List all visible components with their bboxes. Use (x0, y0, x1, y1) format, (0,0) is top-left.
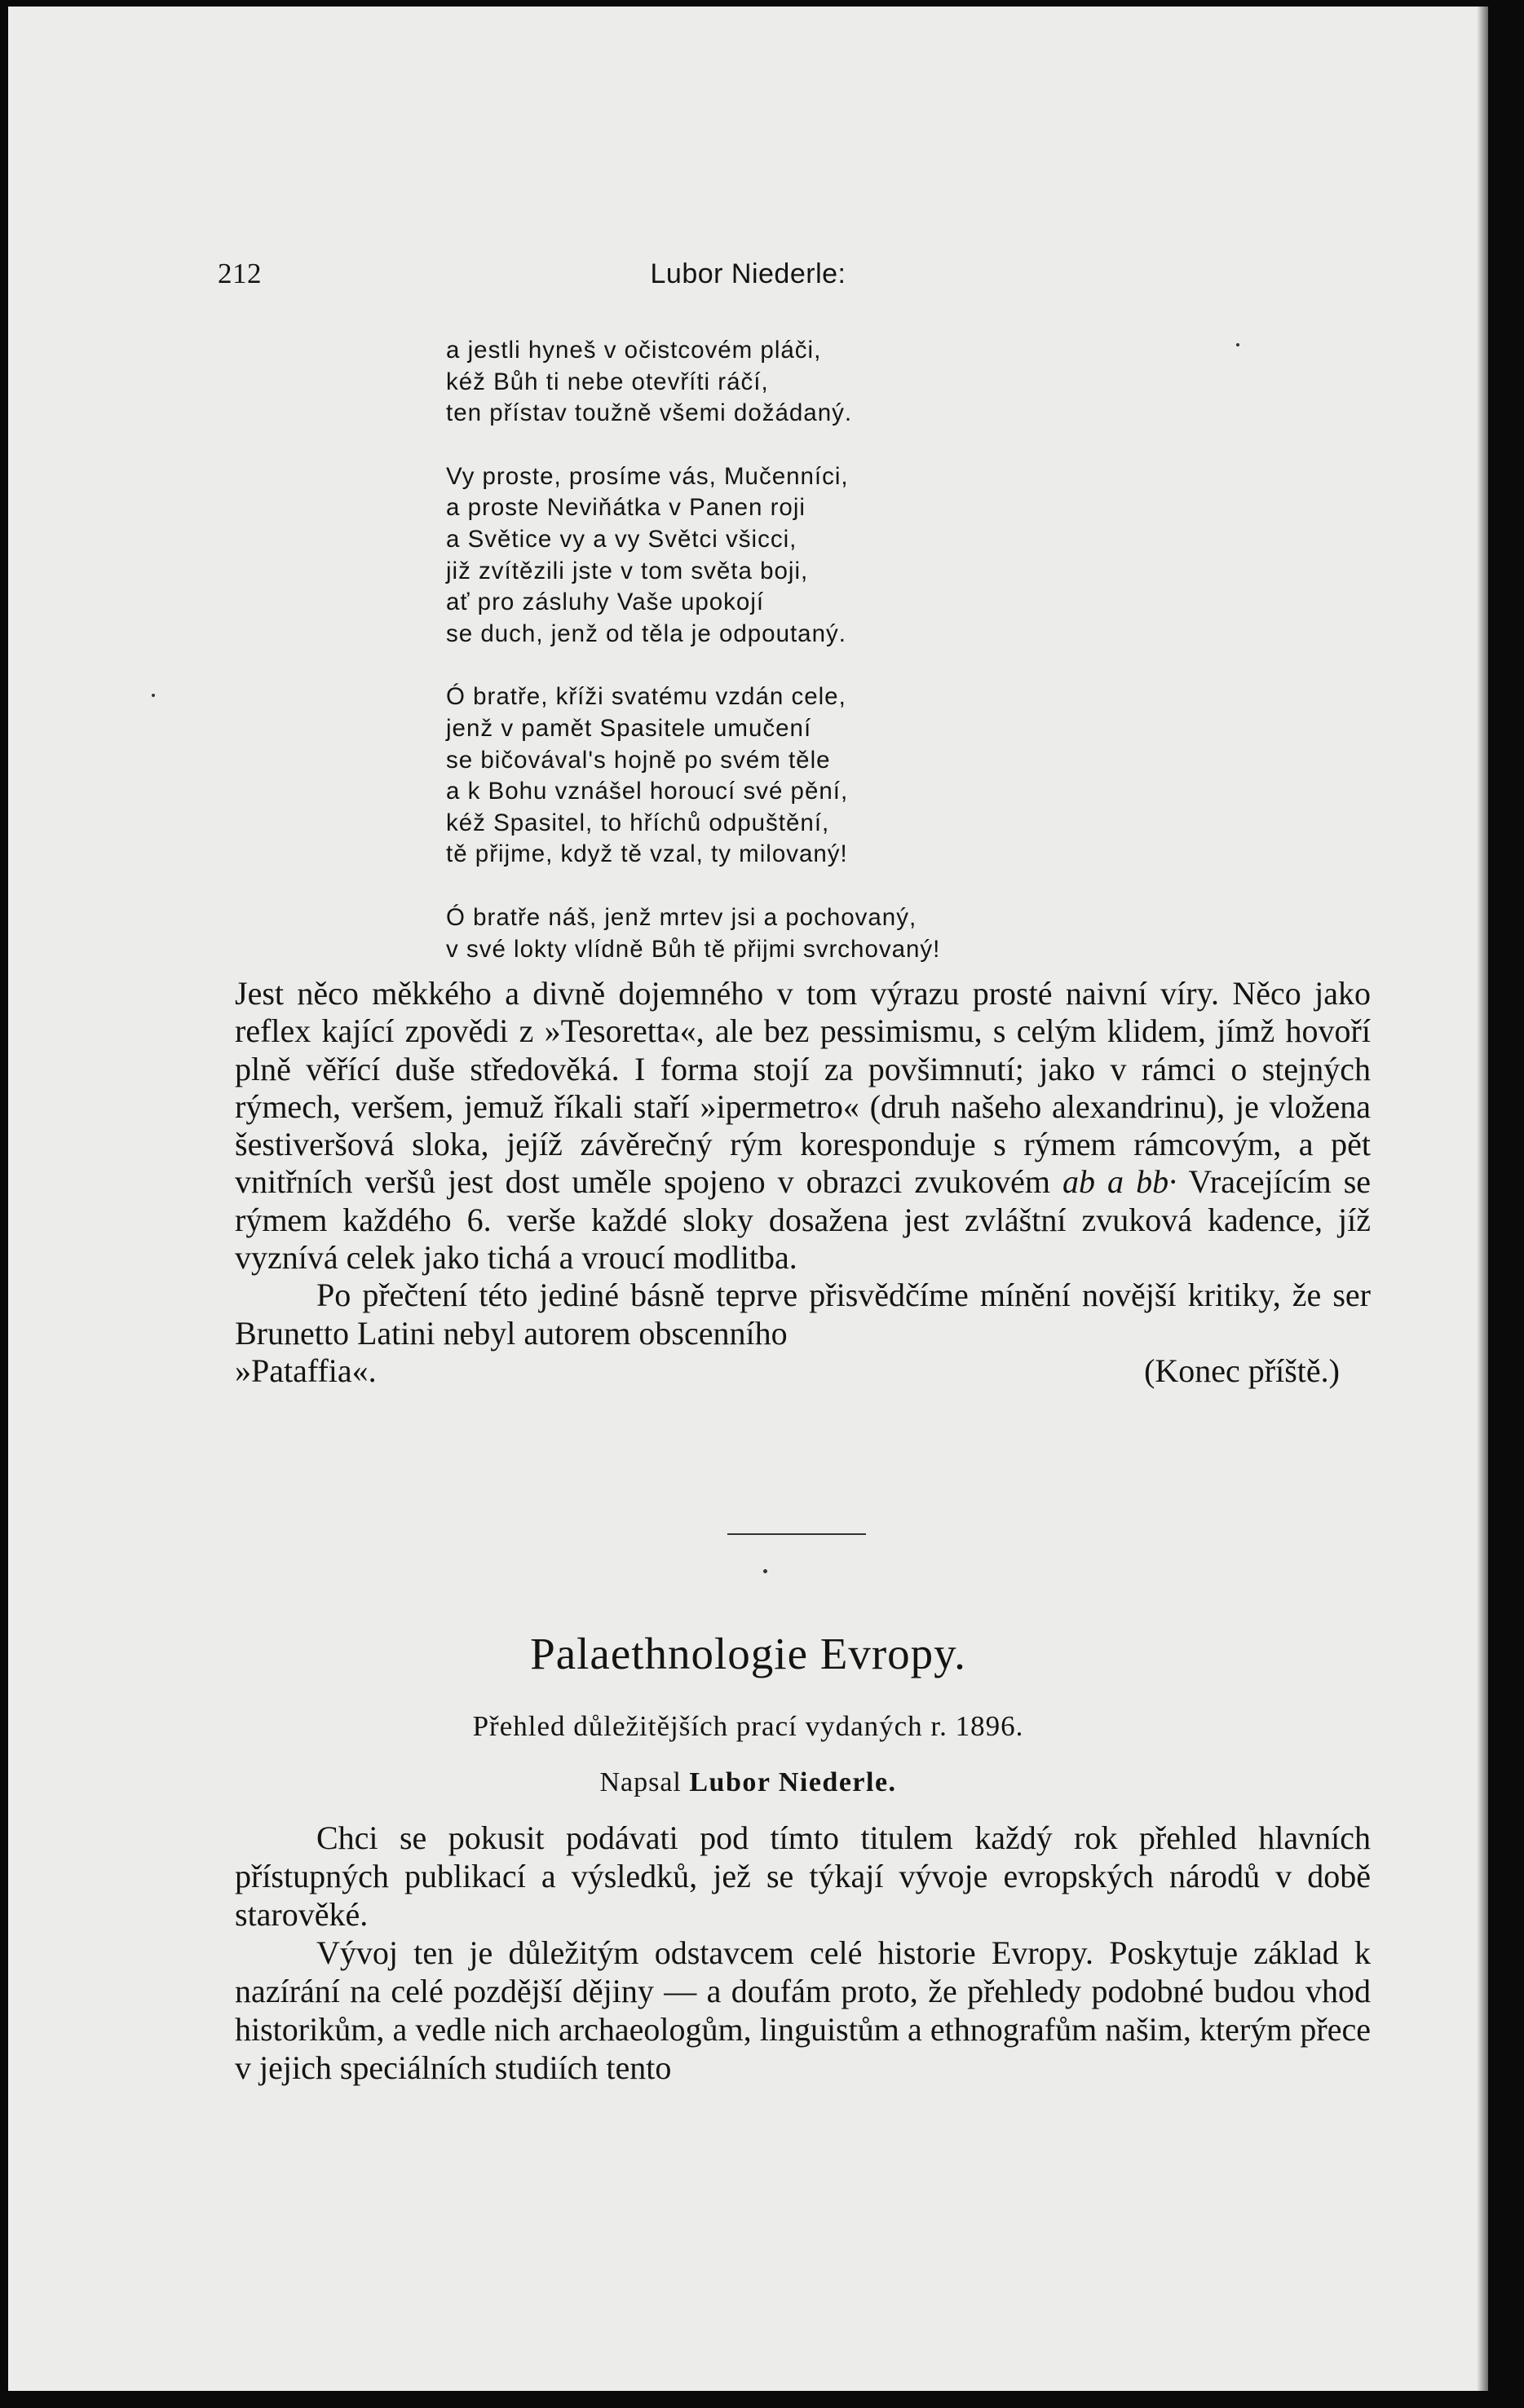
poem-verse: a jestli hyneš v očistcovém pláči, (446, 337, 822, 364)
poem-verse: Ó bratře náš, jenž mrtev jsi a pochovaný, (446, 903, 917, 931)
article-body (235, 1819, 1371, 2087)
poem (446, 335, 1164, 965)
poem-verse: se bičovával's hojně po svém těle (446, 746, 831, 774)
poem-verse: Vy proste, prosíme vás, Mučenníci, (446, 462, 849, 490)
poem-verse: Ó bratře, kříži svatému vzdán cele, (446, 683, 846, 711)
commentary (235, 975, 1371, 1390)
poem-verse: již zvítězili jste v tom světa boji, (446, 557, 809, 584)
poem-verse: se duch, jenž od těla je odpoutaný. (446, 620, 846, 647)
poem-verse: a proste Neviňátka v Panen roji (446, 494, 806, 522)
article-paragraph: Chci se pokusit podávati pod tímto titulem každý rok přehled hlavních přístupných publikací a výsledků, jež se týkají vývoje evropských národů v době starověké. (235, 1819, 1371, 1933)
poem-stanza (446, 902, 1164, 965)
commentary-paragraph (235, 1277, 1371, 1352)
running-head (8, 254, 1488, 294)
poem-verse: jenž v pamět Spasitele umučení (446, 714, 812, 742)
commentary-last-line (235, 1352, 1371, 1390)
page-number: 212 (218, 258, 262, 289)
poem-verse: ten přístav toužně všemi dožádaný. (446, 399, 853, 427)
section-separator-rule (727, 1533, 866, 1535)
rhyme-scheme: ab a bb· (1062, 1163, 1177, 1201)
page-edge-shadow (1477, 7, 1488, 2391)
poem-verse: a Světice vy a vy Světci všicci, (446, 525, 797, 553)
commentary-text: Po přečtení této jediné básně teprve přisvědčíme mínění novější kritiky, že ser Brunetto Latini nebyl autorem obscenního (235, 1277, 1371, 1352)
commentary-last-word: »Pataffia«. (235, 1352, 377, 1389)
commentary-text: Jest něco měkkého a divně dojemného v tom výrazu prosté naivní víry. Něco jako reflex kající zpovědi z »Tesoretta«, ale bez pessimismu, s celým klidem, jímž hovoří plně věřící duše středověká. I forma stojí za povšimnutí; jako v rámci o stejných rýmech, veršem, jemuž říkali staří »ipermetro« (druh našeho alexandrinu), je vložena šestiveršová sloka, jejíž závěrečný rým koresponduje s rýmem rámcovým, a pět vnitřních veršů jest dost uměle spojeno v obrazci zvukovém (235, 975, 1371, 1201)
speck-mark (152, 694, 155, 697)
speck-mark (1236, 343, 1239, 346)
poem-verse: kéž Spasitel, to hříchů odpuštění, (446, 809, 830, 836)
article-paragraph: Vývoj ten je důležitým odstavcem celé historie Evropy. Poskytuje základ k nazírání na celé pozdější dějiny — a doufám proto, že přehledy podobné budou vhod historikům, a vedle nich archaeologům, linguistům a ethnografům našim, kterým přece v jejich speciálních studiích tento (235, 1934, 1371, 2086)
poem-verse: a k Bohu vznášel horoucí své pění, (446, 778, 849, 805)
book-page (8, 7, 1488, 2391)
commentary-paragraph (235, 975, 1371, 1277)
byline-prefix: Napsal (599, 1767, 682, 1797)
poem-stanza (446, 335, 1164, 430)
continued-note: (Konec příště.) (1144, 1352, 1340, 1389)
article-title: Palaethnologie Evropy. (530, 1629, 966, 1678)
poem-stanza (446, 681, 1164, 871)
article-subtitle: Přehled důležitějších prací vydaných r. 1896. (472, 1710, 1024, 1742)
poem-stanza (446, 461, 1164, 651)
poem-verse: kéž Bůh ti nebe otevříti ráčí, (446, 368, 769, 395)
running-head-author: Lubor Niederle: (650, 258, 846, 289)
poem-verse: ať pro zásluhy Vaše upokojí (446, 589, 765, 616)
byline-author: Lubor Niederle. (689, 1767, 897, 1797)
speck-mark (763, 1569, 767, 1573)
poem-verse: v své lokty vlídně Bůh tě přijmi svrchovaný! (446, 935, 941, 963)
commentary-text: Vracejícím se rýmem každého 6. verše každé sloky dosažena jest zvláštní zvuková kadence, jíž vyznívá celek jako tichá a vroucí modlitba. (235, 1163, 1372, 1277)
poem-verse: tě přijme, když tě vzal, ty milovaný! (446, 840, 848, 868)
article-byline (8, 1764, 1488, 1802)
